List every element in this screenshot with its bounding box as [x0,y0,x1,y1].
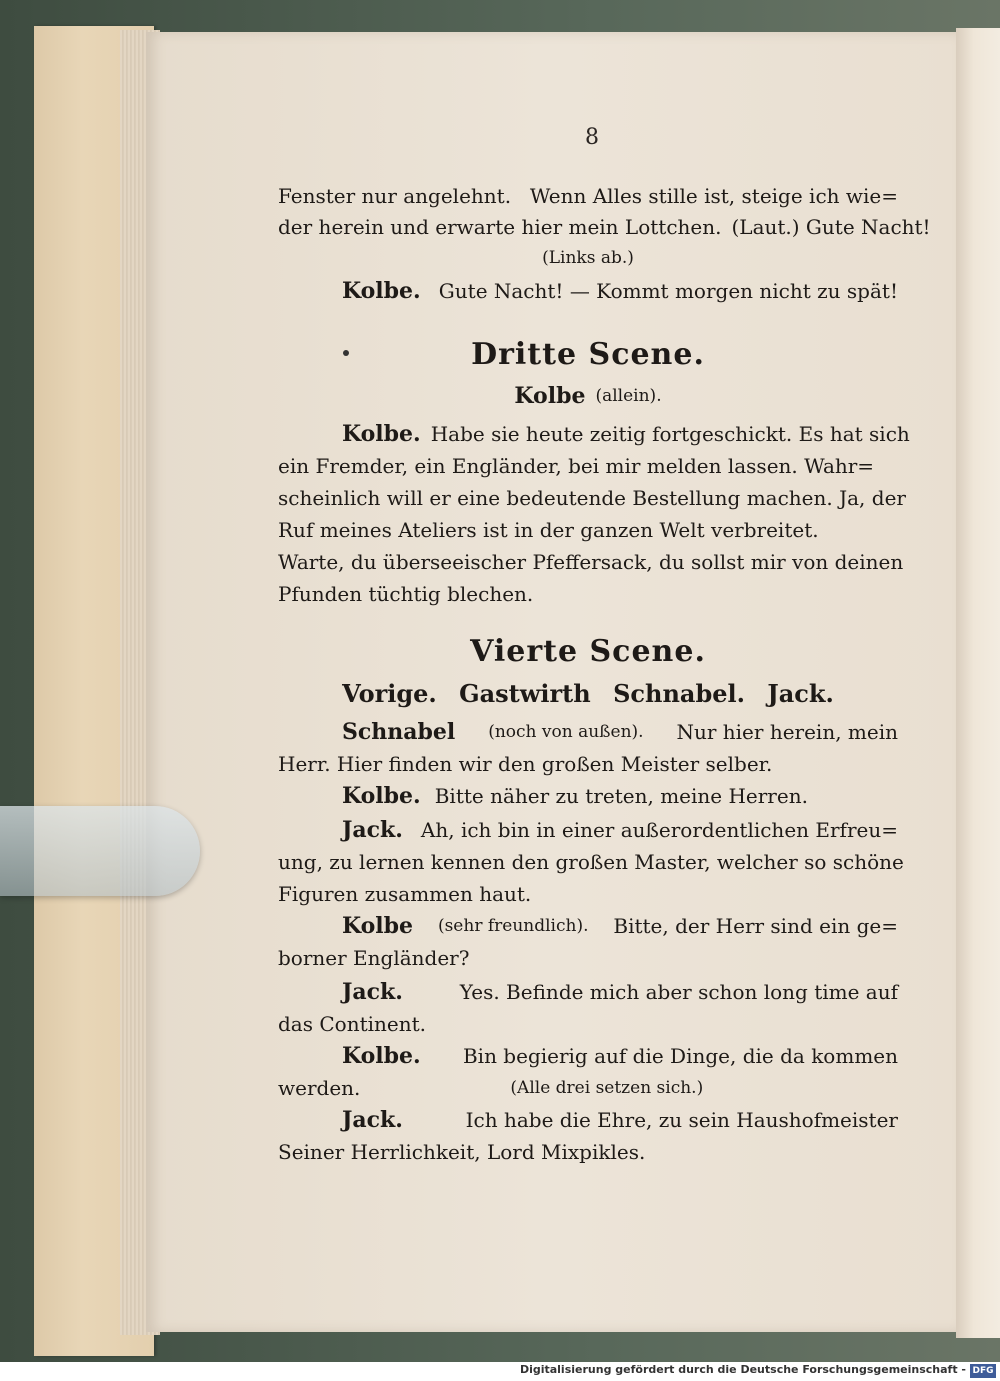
speaker-name: Kolbe. [342,1043,421,1069]
cast-note: (allein). [595,386,662,406]
text-segment: Figuren zusammen haut. [278,882,532,906]
text-segment: (Laut.) Gute Nacht! [731,215,931,239]
dialogue-text: Bitte, der Herr sind ein ge= [613,914,898,938]
speaker-name: Kolbe. [342,783,421,809]
dialogue-text: Bitte näher zu treten, meine Herren. [434,784,808,808]
speaker-name: Jack. [342,817,403,843]
text-segment: Seiner Herrlichkeit, Lord Mixpikles. [278,1140,646,1164]
text-line [278,846,904,878]
text-segment: ung, zu lernen kennen den großen Master, welcher so schöne [278,850,904,874]
dialogue-line [278,976,898,1008]
dialogue-line [278,1040,898,1072]
dialogue-text: Nur hier herein, mein [676,720,898,744]
stage-direction-text: (Links ab.) [542,248,634,268]
text-line [278,1072,898,1104]
speaker-name: Kolbe. [342,421,421,447]
speaker-name: Jack. [342,979,403,1005]
text-segment: ein Fremder, ein Engländer, bei mir melden lassen. Wahr= [278,454,875,478]
book-holder-strap [0,806,200,896]
stage-note: (noch von außen). [488,722,644,742]
text-segment: Ruf meines Ateliers ist in der ganzen Welt verbreitet. [278,518,819,542]
text-segment: werden. [278,1076,361,1100]
page-number: 8 [585,125,599,150]
text-segment: Warte, du überseeischer Pfeffersack, du sollst mir von deinen [278,550,904,574]
text-line [278,1008,898,1040]
speaker-name: Kolbe. [342,278,421,304]
dialogue-line [278,1104,898,1136]
dialogue-line [278,275,898,307]
text-line [278,578,898,610]
text-line [278,180,898,212]
text-line [278,514,898,546]
scene-cast [278,380,898,412]
dialogue-line [278,910,898,942]
text-line [278,546,904,578]
text-segment: scheinlich will er eine bedeutende Bestellung machen. Ja, der [278,486,906,510]
text-line [278,211,931,243]
stage-note: (sehr freundlich). [437,916,589,936]
text-line [278,450,898,482]
text-line [278,482,906,514]
speaker-name: Schnabel [342,719,456,745]
dialogue-text: Ah, ich bin in einer außerordentlichen Erfreu= [420,818,898,842]
text-segment: Wenn Alles stille ist, steige ich wie= [529,184,898,208]
text-line [278,942,898,974]
text-line [278,1136,898,1168]
dfg-logo-icon: DFG [970,1364,996,1378]
text-line [278,748,898,780]
scene-heading: Vierte Scene. [470,634,706,669]
dialogue-text: Ich habe die Ehre, zu sein Haushofmeister [465,1108,898,1132]
dialogue-text: Gute Nacht! — Kommt morgen nicht zu spät! [438,279,898,303]
text-segment: borner Engländer? [278,946,470,970]
dialogue-text: Habe sie heute zeitig fortgeschickt. Es hat sich [430,422,910,446]
dialogue-text: Bin begierig auf die Dinge, die da kommen [462,1044,898,1068]
stage-direction-text: (Alle drei setzen sich.) [510,1078,704,1098]
text-segment: der herein und erwarte hier mein Lottchen. [278,215,722,239]
text-line [278,878,898,910]
dialogue-line [278,780,898,812]
stage-direction [278,242,898,274]
text-segment: Pfunden tüchtig blechen. [278,582,534,606]
facing-page-edge [956,28,1000,1338]
speaker-name: Jack. [342,1107,403,1133]
dialogue-line [278,716,898,748]
text-segment: das Continent. [278,1012,426,1036]
speaker-name: Kolbe [342,913,414,939]
cast-name: Kolbe [514,383,586,409]
footer-credit: Digitalisierung gefördert durch die Deutsche Forschungsgemeinschaft - [519,1363,966,1376]
dialogue-line [278,814,898,846]
text-segment: Fenster nur angelehnt. [278,184,512,208]
text-segment: Herr. Hier finden wir den großen Meister selber. [278,752,773,776]
dialogue-text: Yes. Befinde mich aber schon long time auf [459,980,898,1004]
scene-heading: Dritte Scene. [471,337,705,372]
dialogue-line [278,418,910,450]
scene-cast: Vorige. Gastwirth Schnabel. Jack. [342,679,834,708]
